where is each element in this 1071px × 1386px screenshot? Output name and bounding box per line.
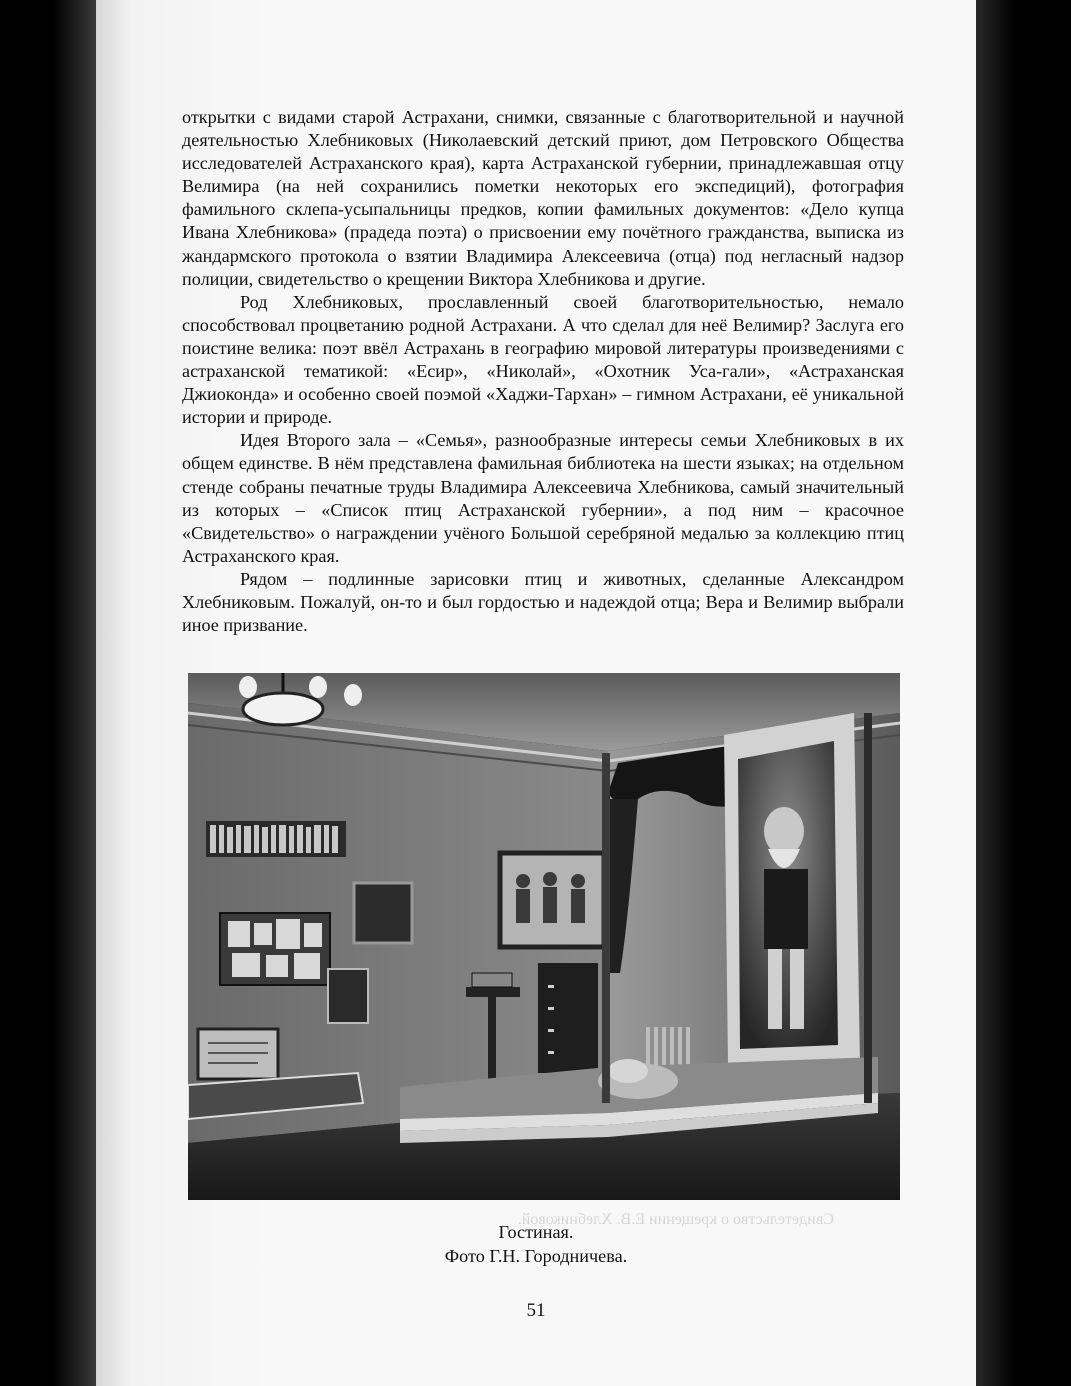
book-page xyxy=(96,0,976,1386)
scan-shadow-right xyxy=(976,0,1071,1386)
paragraph-1: открытки с видами старой Астрахани, снимки, связанные с благотворительной и научной деятельностью Хлебниковых (Николаевский детский приют, дом Петровского Общества исследователей Астраханского края), карта Астраханской губернии, принадлежавшая отцу Велимира (на ней сохранились пометки некоторых его экспедиций), фотография фамильного склепа-усыпальницы предков, копии фамильных документов: «Дело купца Ивана Хлебникова» (прадеда поэта) о присвоении ему почётного гражданства, выписка из жандармского протокола о взятии Владимира Алексеевича (отца) под негласный надзор полиции, свидетельство о крещении Виктора Хлебникова и другие. xyxy=(182,107,904,289)
caption-credit: Фото Г.Н. Городничева. xyxy=(444,1246,628,1266)
paragraph-3: Идея Второго зала – «Семья», разнообразные интересы семьи Хлебниковых в их общем единстве. В нём представлена фамильная библиотека на шести языках; на отдельном стенде собраны печатные труды Владимира Алексеевича Хлебникова, самый значительный из которых – «Список птиц Астраханской губернии», а под ним – красочное «Свидетельство» о награждении учёного Большой серебряной медалью за коллекцию птиц Астраханского края. xyxy=(182,430,904,566)
paragraph-4: Рядом – подлинные зарисовки птиц и животных, сделанные Александром Хлебниковым. Пожалуй, он-то и был гордостью и надеждой отца; Вера и Велимир выбрали иное призвание. xyxy=(182,568,904,636)
museum-hall-photo xyxy=(188,673,900,1200)
scan-shadow-left xyxy=(0,0,96,1386)
body-text xyxy=(182,106,904,637)
page-number: 51 xyxy=(526,1300,546,1321)
paragraph-2: Род Хлебниковых, прославленный своей благотворительностью, немало способствовал процветанию родной Астрахани. А что сделал для неё Велимир? Заслуга его поистине велика: поэт ввёл Астрахань в географию мировой литературы произведениями с астраханской тематикой: «Есир», «Николай», «Охотник Уса-гали», «Астраханская Джиоконда» и особенно своей поэмой «Хаджи-Тархан» – гимном Астрахани, её уникальной истории и природе. xyxy=(182,291,904,428)
caption-title: Гостиная. xyxy=(498,1222,574,1242)
bleed-through-text: Свидетельство о крещении Е.В. Хлебниковой. xyxy=(517,1211,834,1228)
